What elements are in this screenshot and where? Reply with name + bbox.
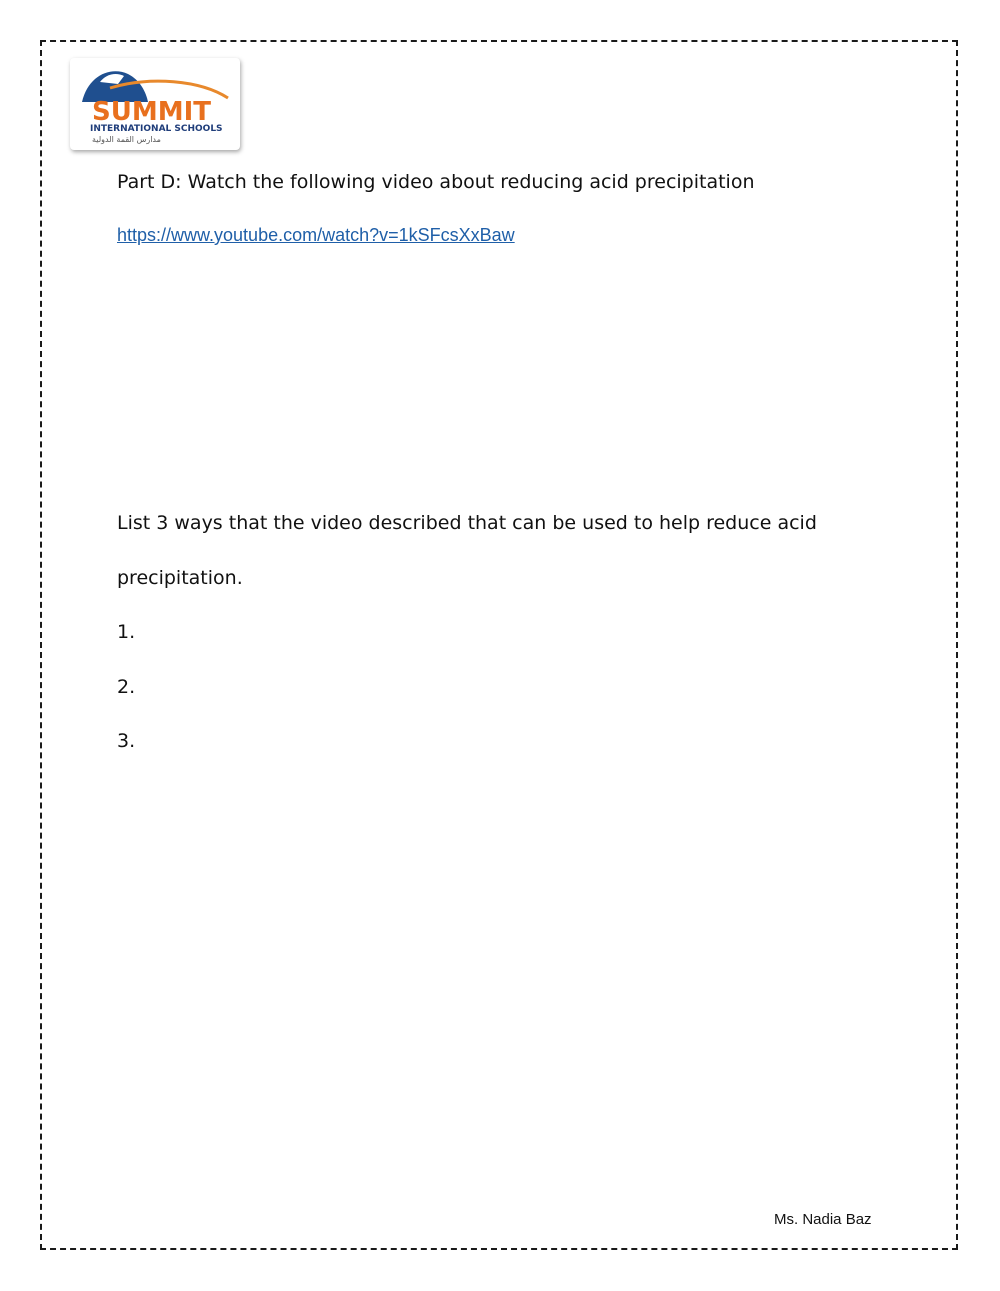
page-border [40,40,958,1250]
answer-field-1[interactable] [150,620,850,644]
video-link[interactable]: https://www.youtube.com/watch?v=1kSFcsXxBaw [117,225,515,245]
answer-number-2: 2. [117,676,136,698]
logo-arabic: مدارس القمة الدولية [92,135,161,144]
question-line-1: List 3 ways that the video described that can be used to help reduce acid [117,512,817,534]
part-heading: Part D: Watch the following video about reducing acid precipitation [117,171,755,193]
logo-subtitle: INTERNATIONAL SCHOOLS [90,124,223,134]
answer-number-3: 3. [117,730,136,752]
logo-wordmark: SUMMIT [92,97,211,127]
author-signature: Ms. Nadia Baz [774,1211,872,1228]
summit-logo-icon [70,58,240,150]
school-logo [70,58,240,150]
answer-field-3[interactable] [150,729,850,753]
question-line-2: precipitation. [117,567,243,589]
answer-number-1: 1. [117,621,136,643]
answer-field-2[interactable] [150,675,850,699]
